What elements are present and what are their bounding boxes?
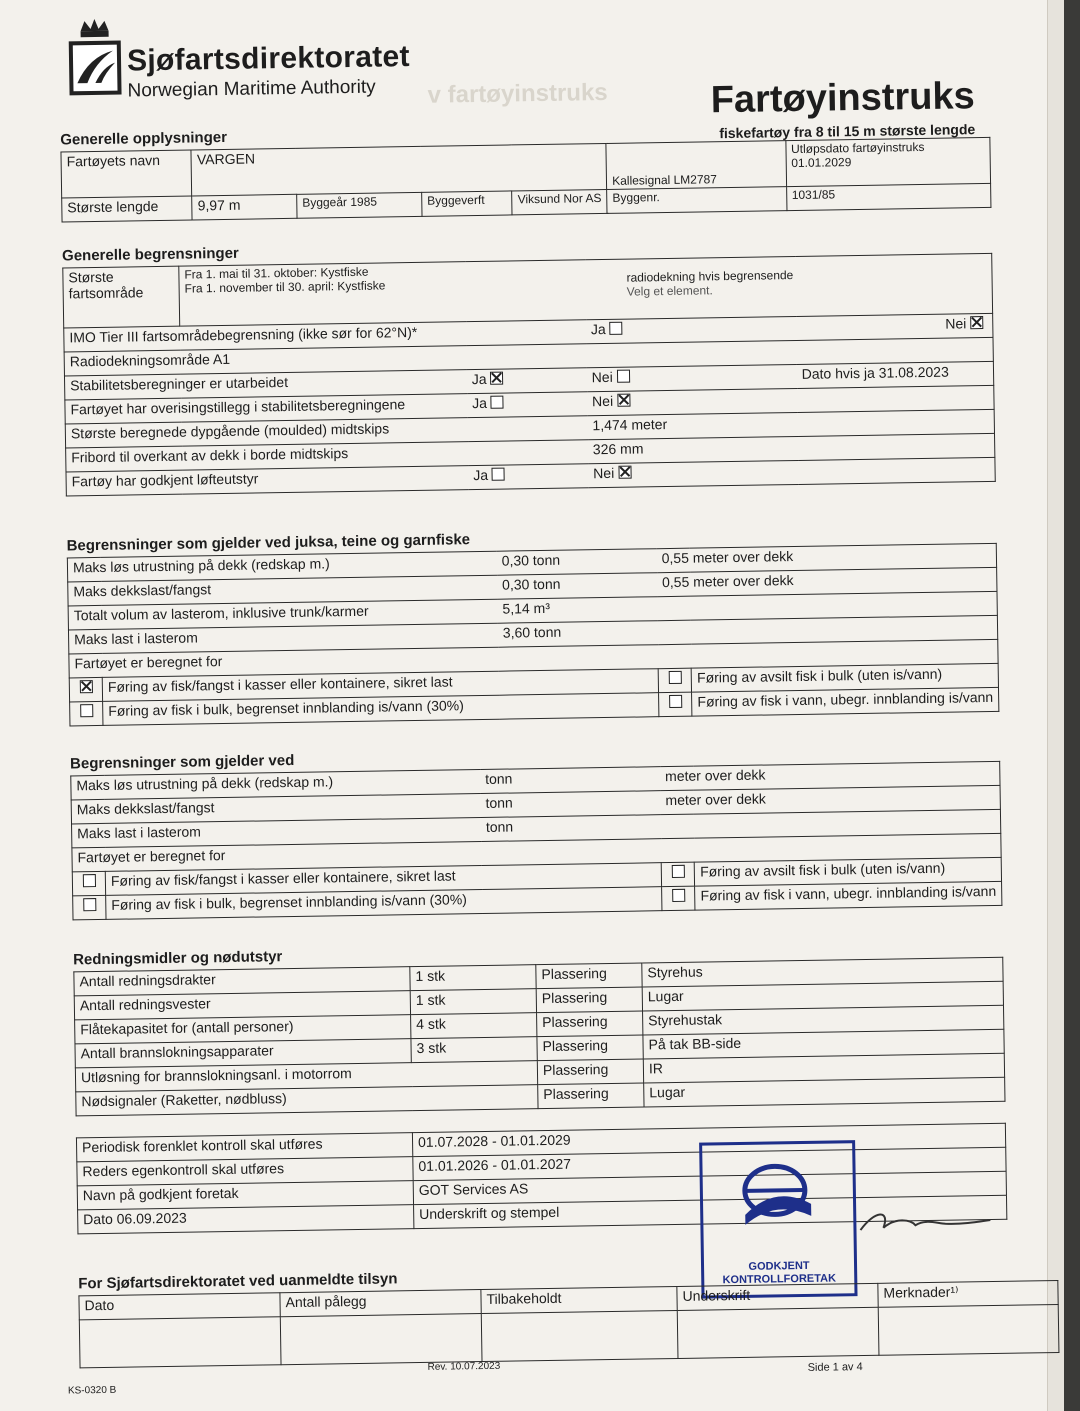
freeboard-value: 326 mm bbox=[588, 433, 995, 463]
overising-no-checkbox[interactable] bbox=[617, 394, 630, 407]
f2-row-value: tonn bbox=[480, 791, 660, 818]
rescue-label: Antall redningsvester bbox=[74, 991, 410, 1020]
overising-yes-label: Ja bbox=[471, 394, 488, 412]
f1-opt-b-checkbox[interactable] bbox=[668, 671, 681, 684]
fishing1-heading: Begrensninger som gjelder ved juksa, teine og garnfiske bbox=[66, 531, 471, 555]
ghost-text: v fartøyinstruks bbox=[427, 78, 608, 109]
rescue-label: Antall brannslokningsapparater bbox=[75, 1039, 411, 1068]
fishing2-table bbox=[70, 761, 1002, 921]
imo-no-checkbox[interactable] bbox=[970, 316, 983, 329]
area-winter: Fra 1. november til 30. april: Kystfiske bbox=[184, 278, 386, 296]
col-withheld: Tilbakeholdt bbox=[481, 1286, 677, 1313]
f2-row-extra: meter over dekk bbox=[660, 785, 1000, 814]
limits-heading: Generelle begrensninger bbox=[61, 244, 239, 265]
f1-opt-b: Føring av avsilt fisk i bulk (uten is/vann) bbox=[691, 663, 998, 692]
page-edge bbox=[1047, 0, 1064, 1411]
length-label: Største lengde bbox=[62, 196, 193, 222]
radio-area: Radiodekningsområde A1 bbox=[64, 337, 993, 376]
rescue-place: Styrehustak bbox=[643, 1005, 1004, 1035]
fishing2-heading: Begrensninger som gjelder ved bbox=[69, 751, 295, 773]
f1-row-label: Totalt volum av lasterom, inklusive trunk/karmer bbox=[68, 599, 498, 630]
rescue-qty: 1 stk bbox=[410, 965, 536, 991]
build-no-label: Byggenr. bbox=[607, 187, 787, 214]
stability-date: Dato hvis ja 31.08.2023 bbox=[797, 361, 994, 388]
stability-yes-checkbox[interactable] bbox=[490, 372, 503, 385]
col-signature: Underskrift bbox=[677, 1283, 878, 1310]
lifting-yes-checkbox[interactable] bbox=[492, 468, 505, 481]
company-value: GOT Services AS bbox=[413, 1171, 1006, 1204]
brand-name: Sjøfartsdirektoratet bbox=[126, 40, 411, 78]
f1-row-label: Maks last i lasterom bbox=[68, 623, 498, 654]
f1-row-value: 0,30 tonn bbox=[497, 573, 657, 600]
imo-no-label: Nei bbox=[945, 315, 967, 332]
rescue-place: IR bbox=[643, 1053, 1004, 1083]
draft-label: Største beregnede dypgående (moulded) midtskips bbox=[65, 416, 587, 448]
rescue-table bbox=[73, 957, 1005, 1117]
f2-opt-c-checkbox[interactable] bbox=[83, 898, 96, 911]
imo-yes-label: Ja bbox=[590, 320, 606, 338]
overising-yes-checkbox[interactable] bbox=[491, 396, 504, 409]
rescue-heading: Redningsmidler og nødutstyr bbox=[73, 948, 283, 969]
inspection-table bbox=[78, 1280, 1059, 1368]
rescue-qty: 4 stk bbox=[411, 1013, 537, 1039]
rescue-place: Lugar bbox=[644, 1077, 1005, 1107]
f1-opt-c-checkbox[interactable] bbox=[80, 704, 93, 717]
lifting-no-checkbox[interactable] bbox=[618, 466, 631, 479]
f1-opt-d-checkbox[interactable] bbox=[669, 695, 682, 708]
f2-opt-b: Føring av avsilt fisk i bulk (uten is/vann) bbox=[694, 857, 1001, 886]
imo-label: IMO Tier III fartsområdebegrensning (ikke sør for 62°N)* bbox=[64, 320, 586, 352]
lifting-yes-label: Ja bbox=[473, 466, 489, 484]
rescue-place: Lugar bbox=[642, 981, 1003, 1011]
vessel-name-label: Fartøyets navn bbox=[61, 150, 192, 198]
f2-opt-b-checkbox[interactable] bbox=[672, 865, 685, 878]
f2-opt-d-checkbox[interactable] bbox=[672, 889, 685, 902]
signature-scribble-icon bbox=[855, 1198, 996, 1240]
f2-designed-for: Fartøyet er beregnet for bbox=[72, 833, 1001, 872]
f1-row-label: Maks dekkslast/fangst bbox=[68, 575, 498, 606]
page-number: Side 1 av 4 bbox=[807, 1361, 863, 1374]
owner-control-label: Reders egenkontroll skal utføres bbox=[77, 1157, 413, 1186]
rescue-qty: 3 stk bbox=[411, 1037, 537, 1063]
radio-note: radiodekning hvis begrensende bbox=[626, 268, 794, 285]
periodic-value: 01.07.2028 - 01.01.2029 bbox=[412, 1123, 1005, 1156]
f2-opt-c: Føring av fisk i bulk, begrenset innblanding is/vann (30%) bbox=[106, 887, 663, 920]
f1-row-extra: 0,55 meter over dekk bbox=[657, 567, 997, 596]
f2-row-label: Maks last i lasterom bbox=[72, 818, 482, 848]
expiry: Utløpsdato fartøyinstruks 01.01.2029 bbox=[785, 137, 990, 186]
f2-opt-d: Føring av fisk i vann, ubegr. innblanding is/vann bbox=[695, 881, 1002, 910]
col-remarks: Merknader¹⁾ bbox=[878, 1280, 1058, 1307]
freeboard-label: Fribord til overkant av dekk i borde midtskips bbox=[66, 440, 588, 472]
placement-label: Plassering bbox=[536, 963, 642, 989]
stability-no-label: Nei bbox=[591, 368, 613, 386]
stability-label: Stabilitetsberegninger er utarbeidet bbox=[64, 370, 466, 400]
placement-label: Plassering bbox=[538, 1083, 644, 1109]
form-code: KS-0320 B bbox=[67, 1384, 117, 1397]
revision: Rev. 10.07.2023 bbox=[427, 1360, 501, 1373]
f2-row-label: Maks dekkslast/fangst bbox=[71, 794, 481, 824]
stability-no-checkbox[interactable] bbox=[617, 370, 630, 383]
stability-yes-label: Ja bbox=[471, 370, 487, 388]
lifting-no-label: Nei bbox=[593, 464, 615, 482]
rescue-label: Flåtekapasitet for (antall personer) bbox=[75, 1015, 411, 1044]
fishing1-table bbox=[67, 543, 1000, 727]
lifting-label: Fartøy har godkjent løfteutstyr bbox=[66, 466, 468, 496]
placement-label: Plassering bbox=[536, 987, 642, 1013]
col-orders: Antall pålegg bbox=[280, 1290, 481, 1317]
stamp-text: GODKJENT KONTROLLFORETAK bbox=[722, 1259, 837, 1287]
callsign: Kallesignal LM2787 bbox=[606, 141, 786, 190]
periodic-label: Periodisk forenklet kontroll skal utføres bbox=[76, 1133, 412, 1162]
rescue-qty: 1 stk bbox=[410, 989, 536, 1015]
f2-opt-a-checkbox[interactable] bbox=[82, 874, 95, 887]
approval-stamp bbox=[699, 1140, 857, 1298]
form-sheet bbox=[46, 0, 1043, 1411]
f1-opt-a-checkbox[interactable] bbox=[79, 680, 92, 693]
yard-label: Byggeverft bbox=[422, 191, 513, 216]
limits-table bbox=[62, 253, 995, 497]
rescue-label: Antall redningsdrakter bbox=[74, 967, 410, 996]
placement-label: Plassering bbox=[537, 1011, 643, 1037]
company-label: Navn på godkjent foretak bbox=[77, 1181, 413, 1210]
placement-label: Plassering bbox=[537, 1059, 643, 1085]
rescue-label: Nødsignaler (Raketter, nødbluss) bbox=[76, 1085, 538, 1116]
rescue-place: Styrehus bbox=[642, 957, 1003, 987]
f1-designed-for: Fartøyet er beregnet for bbox=[69, 639, 998, 678]
date-value: Dato 06.09.2023 bbox=[78, 1205, 414, 1234]
area-summer: Fra 1. mai til 31. oktober: Kystfiske bbox=[184, 264, 369, 282]
overising-no-label: Nei bbox=[591, 392, 614, 410]
select-element-field[interactable]: Velg et element. bbox=[626, 283, 713, 299]
f1-opt-a: Føring av fisk/fangst i kasser eller kontainere, sikret last bbox=[102, 669, 659, 702]
brand-name-en: Norwegian Maritime Authority bbox=[127, 76, 376, 102]
f1-row-value: 3,60 tonn bbox=[498, 621, 658, 648]
yard-name: Viksund Nor AS bbox=[512, 189, 607, 214]
crown-logo-icon bbox=[64, 17, 125, 98]
page-subtitle: fiskefartøy fra 8 til 15 m største lengde bbox=[719, 121, 976, 142]
imo-yes-checkbox[interactable] bbox=[610, 322, 623, 335]
draft-value: 1,474 meter bbox=[587, 409, 994, 439]
f1-row-value: 5,14 m³ bbox=[497, 597, 657, 624]
f1-opt-d: Føring av fisk i vann, ubegr. innblanding is/vann bbox=[692, 687, 999, 716]
f2-opt-a: Føring av fisk/fangst i kasser eller kontainere, sikret last bbox=[105, 863, 662, 896]
rescue-place: På tak BB-side bbox=[643, 1029, 1004, 1059]
general-heading: Generelle opplysninger bbox=[60, 128, 228, 149]
inspection-heading: For Sjøfartsdirektoratet ved uanmeldte tilsyn bbox=[78, 1270, 398, 1293]
f1-row-extra: 0,55 meter over dekk bbox=[657, 543, 997, 572]
length-value: 9,97 m bbox=[192, 194, 297, 220]
placement-label: Plassering bbox=[537, 1035, 643, 1061]
f1-row-value: 0,30 tonn bbox=[497, 549, 657, 576]
build-no: 1031/85 bbox=[786, 183, 991, 210]
col-date: Dato bbox=[79, 1293, 280, 1320]
built-year: Byggeår 1985 bbox=[297, 192, 422, 218]
f1-row-label: Maks løs utrustning på dekk (redskap m.) bbox=[67, 551, 497, 582]
f2-row-value: tonn bbox=[481, 815, 661, 842]
signature-label: Underskrift og stempel bbox=[414, 1195, 1007, 1228]
stamp-logo-icon bbox=[702, 1143, 848, 1245]
general-table bbox=[60, 137, 991, 223]
area-label: Største fartsområde bbox=[63, 266, 180, 328]
overising-label: Fartøyet har overisingstillegg i stabilitetsberegningene bbox=[65, 394, 467, 424]
f2-row-value: tonn bbox=[480, 767, 660, 794]
rescue-label: Utløsning for brannslokningsanl. i motorrom bbox=[75, 1061, 537, 1092]
f2-row-label: Maks løs utrustning på dekk (redskap m.) bbox=[71, 770, 481, 800]
owner-control-value: 01.01.2026 - 01.01.2027 bbox=[413, 1147, 1006, 1180]
f1-opt-c: Føring av fisk i bulk, begrenset innblanding is/vann (30%) bbox=[103, 693, 660, 726]
f2-row-extra: meter over dekk bbox=[660, 761, 1000, 790]
vessel-name: VARGEN bbox=[191, 143, 607, 196]
page-title: Fartøyinstruks bbox=[710, 75, 976, 122]
